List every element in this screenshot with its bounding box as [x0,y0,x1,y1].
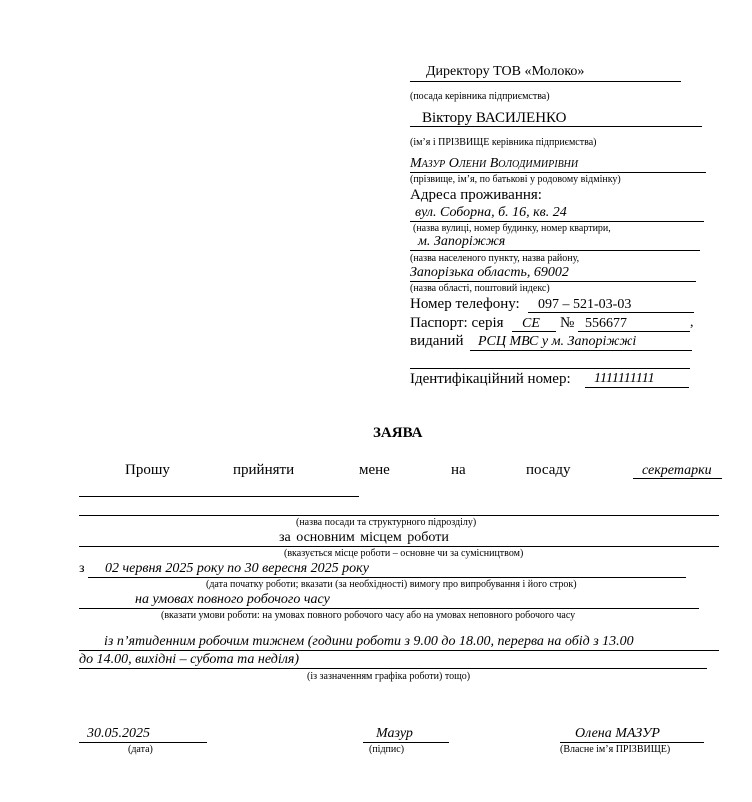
schedule-line-2: до 14.00, вихідні – субота та неділя) [79,652,299,667]
position: секретарки [642,463,712,478]
passport-label: Паспорт: серія [410,315,504,331]
full-name-caption: (Власне ім’я ПРІЗВИЩЕ) [560,744,671,755]
city: м. Запоріжжя [418,234,506,249]
request-word-4: на [451,462,466,478]
conditions-underline [79,608,699,609]
date: 30.05.2025 [87,726,150,741]
conditions-caption: (вказати умови роботи: на умовах повного робочого часу або на умовах неповного робочого часу [161,610,576,621]
date-underline [79,742,207,743]
signature-underline [363,742,449,743]
period: 02 червня 2025 року по 30 вересня 2025 року [105,561,369,576]
passport-no-label: № [560,315,575,331]
period-caption: (дата початку роботи; вказати (за необхідності) вимогу про випробування і його строк) [206,579,577,590]
id-number: 1111111111 [594,371,655,386]
region-underline [410,281,696,282]
issued-by: РСЦ МВС у м. Запоріжжі [478,334,637,349]
workplace-underline [79,546,719,547]
region-caption: (назва області, поштовий індекс) [410,283,550,294]
full-name: Олена МАЗУР [575,726,660,741]
applicant-caption: (прізвище, ім’я, по батькові у родовому відмінку) [410,174,621,185]
id-label: Ідентифікаційний номер: [410,371,571,387]
position-line-2 [79,515,719,516]
street-underline [410,221,704,222]
document-title: ЗАЯВА [373,425,423,441]
blank-underline [410,368,690,369]
request-word-5: посаду [526,462,571,478]
director-line: Директору ТОВ «Молоко» [426,64,585,79]
conditions: на умовах повного робочого часу [135,592,330,607]
region: Запорізька область, 69002 [410,265,569,280]
signature-caption: (підпис) [369,744,405,755]
head-name: Вікторy ВАСИЛЕНКО [422,110,567,126]
passport-comma: , [690,315,694,330]
position-caption: (назва посади та структурного підрозділу) [296,517,477,528]
schedule-caption: (із зазначенням графіка роботи) тощо) [307,671,471,682]
applicant-underline [410,172,706,173]
city-caption: (назва населеного пункту, назва району, [410,253,580,264]
id-underline [585,387,689,388]
passport-number: 556677 [585,316,627,331]
signature: Мазур [376,726,413,741]
request-word-1: Прошу [125,462,170,478]
workplace: за основним місцем роботи [279,530,449,545]
date-caption: (дата) [128,744,153,755]
schedule-underline-1 [79,650,719,651]
issued-underline [470,350,692,351]
request-word-3: мене [359,462,390,478]
passport-series: СЕ [522,316,540,331]
request-word-2: прийняти [233,462,295,478]
phone: 097 – 521-03-03 [538,297,632,312]
full-name-underline [560,742,704,743]
street: вул. Соборна, б. 16, кв. 24 [415,205,567,220]
workplace-caption: (вказується місце роботи – основне чи за сумісництвом) [284,548,524,559]
phone-label: Номер телефону: [410,296,520,312]
head-name-caption: (ім’я і ПРІЗВИЩЕ керівника підприємства) [410,137,597,148]
schedule-underline-2 [79,668,707,669]
director-caption: (посада керівника підприємства) [410,91,550,102]
position-continuation-line [79,496,359,497]
street-caption: (назва вулиці, номер будинку, номер квартири, [413,223,611,234]
applicant-name: Мазур Олени Володимирівни [410,156,579,171]
city-underline [410,250,700,251]
address-label: Адреса проживання: [410,187,542,203]
period-underline [88,577,686,578]
issued-label: виданий [410,333,464,349]
from-label: з [79,561,85,576]
schedule-line-1: із п’ятиденним робочим тижнем (години роботи з 9.00 до 18.00, перерва на обід з 13.00 [104,634,634,649]
director-underline [410,81,681,82]
